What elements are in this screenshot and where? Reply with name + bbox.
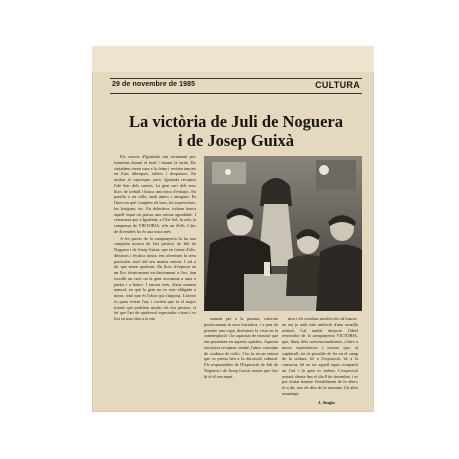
column-1-paragraph-2: A les parets de la campanyeria hi ha una completa mostra de l'art pictòric de Juli de Noguera i de Josep Guixà, que en forma d'olis, dibuixos i tècnica mixta, ens ofereixen la seva particular visió del seu mateix entorn. I val a dir que tenen quelcom. En llocs d'exposar en un lloc tècnicament exclusivament a l'art, han escollit un racó on la gent acostuma a anar a parlar i a beure. I encara més, d'una manera natural, en què la gent no es sent obligada a mirar, sinó que és l'obra qui s'imposa. Llavors és quan veiem l'art, i creiem que és el major triomf que podríem assolir els dos pintors, el fet que l'art de qualsevol espectador s'aturi i es fixi en una obra a la mà. [114,235,196,322]
newspaper-clipping [92,46,374,412]
issue-date: 29 de novembre de 1985 [112,81,196,88]
headline-line-1: La victòria de Juli de Noguera [128,112,344,131]
section-label: CULTURA [315,80,360,90]
article-column-1 [114,154,196,396]
header-rule-top [110,78,362,79]
header-rule-bottom [110,93,362,94]
photo-illustration [204,156,362,311]
article-column-3 [282,316,358,396]
author-signature: J. Singla [318,400,335,405]
column-3-paragraph-1: nica i els resultats assolits els cal buscar-ne ara ja amb més ambició d'una senzilla actitud. Cal també destacar l'ideal renovador de la campanyeria VICTÒRIA, que, lluny dels convencionalismes, s'obre a noves experiències i mostra que, al capdavall, tot és possible de fer en el camp de la cultura, bé a l'exposició, bé a la conversa, bé en tot aquell espai compartit on l'art i la gent es troben. L'exposició restarà oberta fins el dia 8 de desembre, i es pot visitar mentre l'establiment de fe obert, és a dir, tots els dies de la setmana. Un altre avantatge. [282,316,358,396]
article-photo [204,156,362,311]
headline-line-2: i de Josep Guixà [178,131,294,150]
article-column-2 [204,316,278,410]
column-2-paragraph-1: sament per a la pintura, valorem positivament la seva iniciativa, i a part de prendre una copa, disfrutem la vista en la contemplació i la capacitat de mostrar que ens presenten en aquests quadres. Aquesta iniciativa recupera, també, l'antic concepte de «cultura de cafè». I ho fa en un entorn que es presta ben a la discussió cultural. Els responsables de l'Exposició de Juli de Noguera i de Josep Guixà creuen que l'art hi té el seu espai. [204,316,278,379]
column-1-paragraph-1: Els carrers d'Igualada són certament poc transitats durant el matí i durant la tarda. Els ciutadans eixen cara a la feina i reviten tancats en llurs fàbriques, tallers i despatxos. En arribar al capvespre, però, Igualada recupera l'alè físic dels carrers. La gent surt dels seus llocs de treball i busca una mica d'esbarjo. En parella o en colla, amb amics i amigues. Es l'hora en què s'omplen els bars, les exposicions, les botigues, etc. En definitiva, tothom busca aquell espai on passar una estona agradable. I certament que a Igualada, a l'Art Sol, la sala, la campanya de VIKTORIA, n'és un d'ells. I des de divendres ho és una mica més. [114,154,196,234]
headline [114,112,358,150]
paper-top-strip [92,46,374,72]
